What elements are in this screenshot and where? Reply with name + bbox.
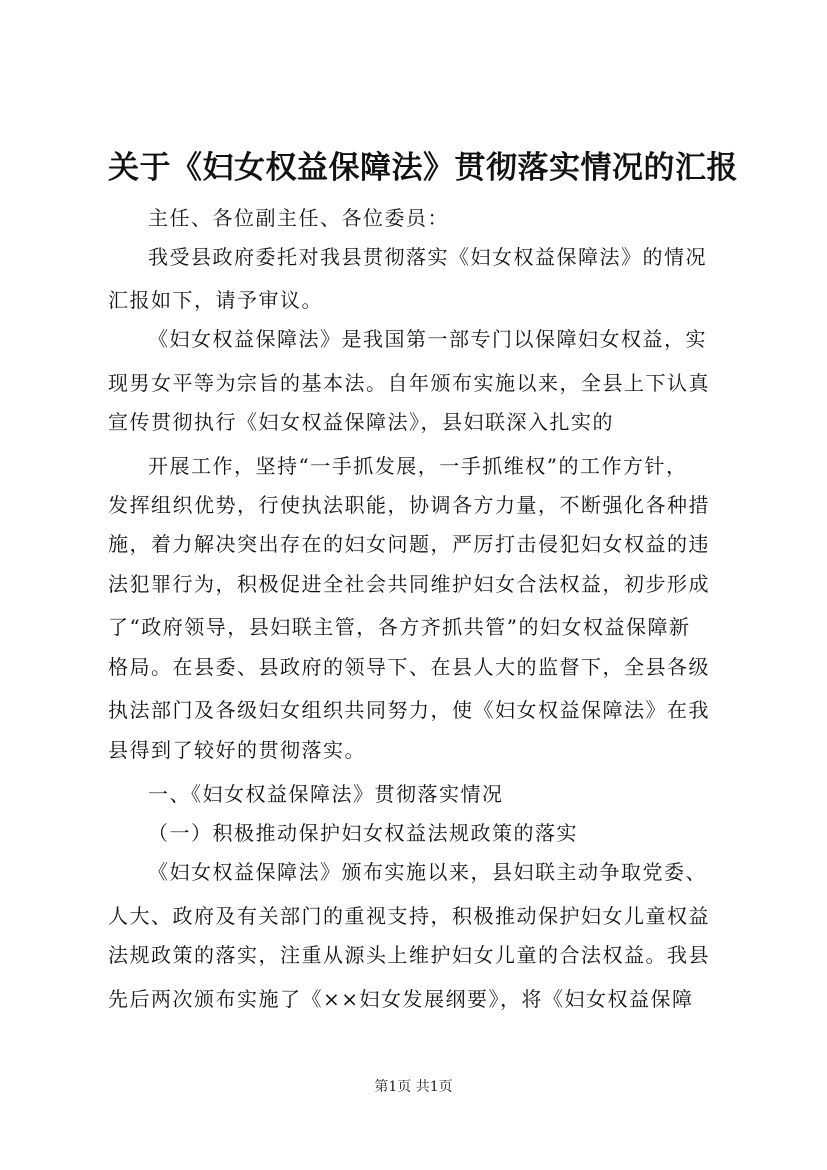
paragraph-line: 先后两次颁布实施了《××妇女发展纲要》，将《妇女权益保障 — [108, 987, 694, 1011]
paragraph-line: 开展工作，坚持“一手抓发展，一手抓维权”的工作方针， — [148, 454, 688, 478]
paragraph-line: 了“政府领导，县妇联主管，各方齐抓共管”的妇女权益保障新 — [108, 615, 691, 639]
page-footer: 第1页 共1页 — [374, 1079, 453, 1095]
paragraph-line: 《妇女权益保障法》颁布实施以来，县妇联主动争取党委、 — [148, 860, 707, 884]
paragraph-line: 格局。在县委、县政府的领导下、在县人大的监督下，全县各级 — [108, 655, 710, 679]
paragraph-line: 施，着力解决突出存在的妇女问题，严厉打击侵犯妇女权益的违 — [108, 532, 710, 556]
document-title: 关于《妇女权益保障法》贯彻落实情况的汇报 — [108, 150, 738, 186]
paragraph-line: 法犯罪行为，积极促进全社会共同维护妇女合法权益，初步形成 — [108, 572, 710, 596]
paragraph-line: 《妇女权益保障法》是我国第一部专门以保障妇女权益，实 — [148, 327, 707, 351]
paragraph-line: 执法部门及各级妇女组织共同努力，使《妇女权益保障法》在我 — [108, 698, 710, 722]
paragraph-line: 发挥组织优势，行使执法职能，协调各方力量，不断强化各种措 — [108, 493, 710, 517]
subsection-heading: （一）积极推动保护妇女权益法规政策的落实 — [148, 821, 578, 845]
section-heading: 一、《妇女权益保障法》贯彻落实情况 — [148, 782, 504, 806]
paragraph-line: 宣传贯彻执行《妇女权益保障法》，县妇联深入扎实的 — [108, 410, 614, 434]
paragraph-line: 法规政策的落实，注重从源头上维护妇女儿童的合法权益。我县 — [108, 943, 710, 967]
paragraph-line: 汇报如下，请予审议。 — [108, 288, 323, 312]
paragraph-line: 现男女平等为宗旨的基本法。自年颁布实施以来，全县上下认真 — [108, 371, 710, 395]
paragraph-line: 县得到了较好的贯彻落实。 — [108, 738, 366, 762]
salutation-line: 主任、各位副主任、各位委员： — [148, 206, 449, 230]
paragraph-line: 我受县政府委托对我县贯彻落实《妇女权益保障法》的情况 — [148, 245, 707, 269]
paragraph-line: 人大、政府及有关部门的重视支持，积极推动保护妇女儿童权益 — [108, 904, 710, 928]
